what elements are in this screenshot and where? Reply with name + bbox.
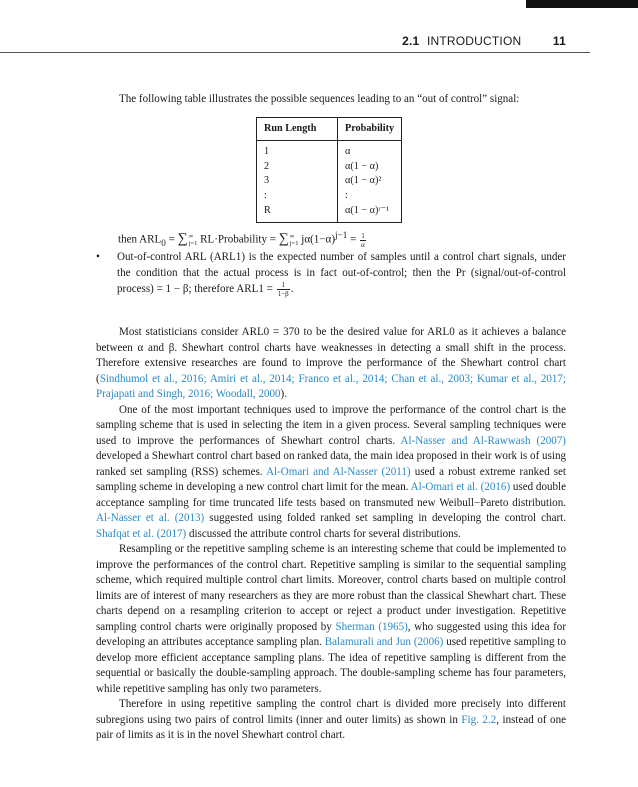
- run-length-value: 1: [264, 146, 270, 157]
- sum-symbol: ∑: [177, 231, 188, 247]
- formula-equals: =: [347, 233, 360, 246]
- formula-term1: RL·Probability =: [200, 233, 279, 246]
- run-length-cell: [257, 141, 338, 223]
- paragraph-text: Most statisticians consider ARL0 = 370 to be the desired value for ARL0 as it achieves a balance between α and β. Shewhart control charts have weaknesses in detecting a small shift in the process. Therefore extensive researches are found to improve the performance of the Shewhart control chart (: [96, 326, 566, 385]
- citation-link[interactable]: Al-Omari et al. (2016): [410, 481, 511, 493]
- running-header: [402, 34, 566, 50]
- column-header-probability: Probability: [338, 118, 402, 141]
- bullet-item-arl1: [96, 250, 566, 298]
- formula-equals: =: [165, 233, 178, 246]
- sum-upper-limit: ∞: [289, 233, 295, 241]
- formula-term2: jα(1−α): [301, 233, 336, 246]
- intro-sentence: The following table illustrates the possible sequences leading to an “out of control” signal:: [119, 93, 520, 105]
- run-length-value: 2: [264, 160, 270, 172]
- probability-value: α: [345, 146, 351, 157]
- bullet-text-main: Out-of-control ARL (ARL1) is the expected number of samples until a control chart signals, under the condition that the actual process is in fact out-of-control; then the Pr (signal/out-of-control process) = 1 − β; therefore ARL1 =: [117, 251, 566, 296]
- figure-link[interactable]: Fig. 2.2: [461, 713, 497, 726]
- probability-value: α(1 − α)ʳ⁻¹: [345, 204, 390, 216]
- sum-symbol: ∑: [278, 231, 289, 247]
- probability-cell: [338, 141, 402, 223]
- sum-lower-limit: j=1: [289, 240, 299, 248]
- fraction-denominator: α: [361, 240, 365, 249]
- paragraph-text: suggested using folded ranked set sampling in developing the control chart.: [204, 512, 566, 524]
- body-text: [96, 325, 566, 744]
- paragraph-text: Therefore in using repetitive sampling the control chart is divided more precisely into different subregions using two pairs of control limits (inner and outer limits) as shown in: [96, 698, 566, 726]
- citation-link[interactable]: Shafqat et al. (2017): [96, 527, 187, 540]
- paragraph-1: [96, 325, 566, 403]
- paragraph-2: [96, 403, 566, 543]
- sum-upper-limit: ∞: [188, 233, 194, 241]
- citation-link[interactable]: Sindhumol et al., 2016; Amiri et al., 2014; Franco et al., 2014; Chan et al., 2003; Kumar et al., 2017; Prajapati and Singh, 2016; Woodall, 2000: [96, 372, 566, 400]
- paragraph-text: used repetitive sampling to develop more efficient acceptance sampling plans. The idea of repetitive sampling is different from the sequential or basically the double-sampling approach. The double-sampling scheme has four parameters, while repetitive sampling has only two parameters.: [96, 636, 566, 695]
- bullet-text: [117, 250, 566, 298]
- sum-limits: [290, 233, 299, 247]
- page-number: 11: [552, 34, 566, 48]
- paragraph-text: , instead of one pair of limits as it is in the novel Shewhart control chart.: [96, 713, 566, 741]
- paragraph-4: [96, 697, 566, 744]
- paragraph-text: Resampling or the repetitive sampling scheme is an interesting scheme that could be implemented to improve the performances of the control chart. Repetitive sampling is similar to the sequential sampling scheme, which required multiple control chart limits. Moreover, control charts based on multiple control limits are of interest of many researchers as they are more robust than the classical Shewhart chart. These charts depend on a resampling criterion to accept or reject a product under investigation. Repetitive sampling control charts were originally proposed by: [96, 543, 566, 633]
- sum-limits: [189, 233, 198, 247]
- probability-value: α(1 − α)²: [345, 175, 382, 187]
- run-length-value: R: [264, 204, 271, 216]
- bullet-text-end: .: [290, 283, 294, 296]
- header-black-tab: [526, 0, 638, 8]
- run-length-value: 3: [264, 175, 270, 187]
- formula-exponent: j−1: [335, 230, 348, 240]
- fraction-numerator: 1: [277, 281, 290, 290]
- section-number: 2.1: [402, 34, 420, 48]
- citation-link[interactable]: Al-Nasser et al. (2013): [96, 512, 205, 524]
- bullet-icon: •: [96, 251, 100, 263]
- section-title: INTRODUCTION: [426, 34, 522, 48]
- fraction-denominator: 1−β: [277, 290, 289, 298]
- run-length-table: [256, 117, 402, 223]
- citation-link[interactable]: Sherman (1965): [335, 620, 408, 633]
- citation-link[interactable]: Al-Omari and Al-Nasser (2011): [266, 465, 411, 478]
- sum-lower-limit: j=1: [188, 240, 198, 248]
- formula-lead: then ARL: [118, 233, 162, 246]
- top-bar: [0, 0, 638, 8]
- fraction: [277, 281, 290, 298]
- run-length-value: :: [264, 190, 267, 202]
- paragraph-text: discussed the attribute control charts for several distributions.: [186, 527, 461, 540]
- probability-value: :: [345, 190, 348, 202]
- citation-link[interactable]: Balamurali and Jun (2006): [324, 636, 444, 648]
- paragraph-3: [96, 542, 566, 697]
- paragraph-text: used a robust extreme ranked set sampling scheme in developing a new control chart limit for the mean.: [96, 465, 566, 493]
- formula-subscript: 0: [161, 237, 166, 248]
- arl0-formula: [118, 228, 588, 251]
- fraction: [360, 232, 366, 249]
- citation-link[interactable]: Al-Nasser and Al-Rawwash (2007): [400, 434, 566, 447]
- paragraph-text: ).: [280, 388, 287, 400]
- paragraph-text: One of the most important techniques used to improve the performance of the control chart is the sampling scheme that is used in selecting the item in a given process. Several sampling techniques were used to improve the performances of Shewhart control charts.: [96, 403, 566, 447]
- column-header-run-length: Run Length: [257, 118, 338, 141]
- paragraph-text: , who suggested using this idea for developing an attributes acceptance sampling plan.: [96, 620, 567, 648]
- header-rule: [0, 52, 590, 53]
- fraction-numerator: 1: [361, 231, 365, 240]
- probability-value: α(1 − α): [345, 160, 379, 172]
- paragraph-text: used double acceptance sampling for time truncated life tests based on transmuted new Weibull−Pareto distribution.: [96, 481, 567, 509]
- paragraph-text: developed a Shewhart control chart based on ranked data, the main idea proposed in their work is of using ranked set sampling (RSS) schemes.: [96, 450, 566, 478]
